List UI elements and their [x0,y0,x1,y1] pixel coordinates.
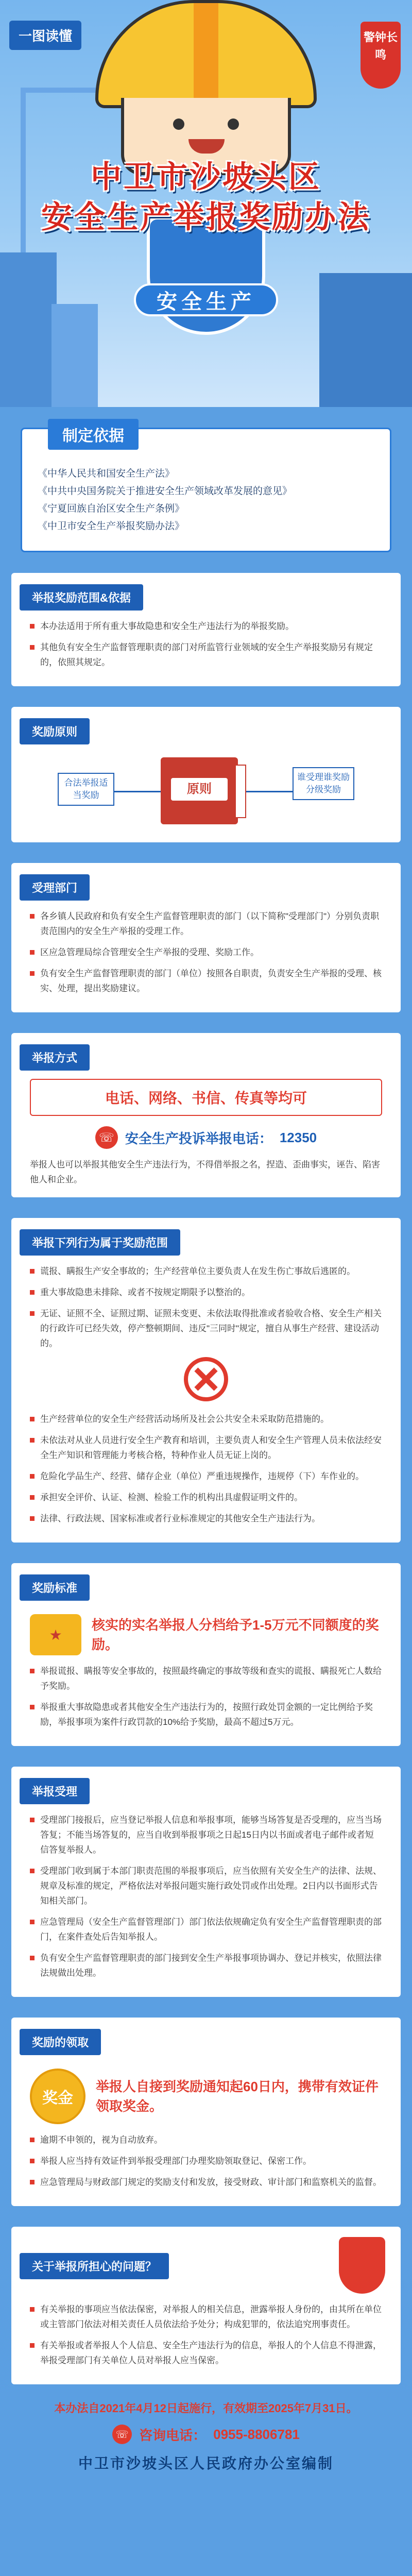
hotline-label: 安全生产投诉举报电话： [125,1130,272,1146]
page-subtitle: 安全生产 [134,283,278,316]
hero-banner [0,0,412,407]
reward-highlight [30,1609,382,1664]
basis-title: 制定依据 [48,419,139,450]
section-title: 奖励的领取 [20,2029,101,2055]
list-item: 生产经营单位的安全生产经营活动场所及社会公共安全未采取防范措施的。 [30,1412,382,1427]
basis-item: 《中卫市安全生产举报奖励办法》 [38,521,185,532]
basis-item: 《中华人民共和国安全生产法》 [38,468,175,479]
building-decoration [0,252,57,407]
basis-card [21,428,391,552]
basis-item: 《宁夏回族自治区安全生产条例》 [38,503,185,514]
section-title: 奖励标准 [20,1574,90,1601]
section-scope [11,573,401,686]
list-item: 重大事故隐患未排除、或者不按规定期限予以整治的。 [30,1285,382,1300]
building-decoration [52,304,98,407]
section-process [11,1767,401,1997]
building-decoration [319,273,412,407]
list-item: 负有安全生产监督管理职责的部门（单位）按照各自职责，负责安全生产举报的受理、核实、处理，提出奖励建议。 [30,966,382,996]
section-title: 受理部门 [20,874,90,901]
list-item: 逾期不申领的，视为自动放弃。 [30,2132,382,2147]
list-item: 区应急管理局综合管理安全生产举报的受理、奖励工作。 [30,945,382,960]
method-note: 举报人也可以举报其他安全生产违法行为，不得借举报之名，捏造、歪曲事实，诬告、陷害他人和企业。 [30,1160,380,1184]
section-title: 举报方式 [20,1044,90,1071]
principle-right-box: 谁受理谁奖励分级奖励 [293,767,354,800]
claim-text: 举报人自接到奖励通知起60日内，携带有效证件领取奖金。 [96,2079,379,2114]
arrow-connector [246,791,293,792]
crane-arm-decoration [21,88,103,93]
basis-item: 《中共中央国务院关于推进安全生产领域改革发展的意见》 [38,486,293,497]
contact-row [0,2425,412,2444]
section-title: 关于举报所担心的问题？ [20,2253,169,2279]
page-title: 中卫市沙坡头区 安全生产举报奖励办法 [41,160,371,234]
section-cases [11,1218,401,1543]
shield-icon [339,2237,385,2294]
phone-icon: ☏ [112,2425,132,2444]
warning-badge: 警钟长鸣 [360,22,401,89]
section-title: 举报奖励范围&依据 [20,584,143,611]
phone-icon: ☏ [95,1126,118,1149]
principle-center-label: 原则 [171,778,228,801]
contact-number: 0955-8806781 [213,2426,300,2442]
section-title: 举报下列行为属于奖励范围 [20,1229,180,1256]
list-item: 其他负有安全生产监督管理职责的部门对所监管行业领域的安全生产举报奖励另有规定的，依照其规定。 [30,640,382,670]
list-item: 应急管理局（安全生产监督管理部门）部门依法依规确定负有安全生产监督管理职责的部门，在案件查处后告知举报人。 [30,1914,382,1944]
claim-highlight [30,2063,382,2132]
list-item: 举报谎报、瞒报等安全事故的，按照最终确定的事故等级和查实的谎报、瞒报死亡人数给予奖励。 [30,1664,382,1693]
list-item: 未依法对从业人员进行安全生产教育和培训，主要负责人和安全生产管理人员未依法经安全生产知识和管理能力考核合格，特种作业人员无证上岗的。 [30,1433,382,1463]
reward-text: 核实的实名举报人分档给予1-5万元不同额度的奖励。 [92,1617,379,1652]
forbidden-icon [184,1357,228,1401]
list-item: 举报人应当持有效证件到举报受理部门办理奖励领取登记、保密工作。 [30,2154,382,2168]
list-item: 受理部门接报后，应当登记举报人信息和举报事项，能够当场答复是否受理的，应当当场答复；不能当场答复的，应当自收到举报事项之日起15日内以书面或者电子邮件或者短信答复举报人。 [30,1812,382,1857]
list-item: 举报重大事故隐患或者其他安全生产违法行为的，按照行政处罚金额的一定比例给予奖励，举报事项为案件行政罚款的10%给予奖励，最高不超过5万元。 [30,1700,382,1730]
contact-label: 咨询电话： [139,2427,207,2443]
arrow-connector [114,791,161,792]
list-item: 无证、证照不全、证照过期、证照未变更、未依法取得批准或者验收合格、安全生产相关的行政许可已经失效，停产整顿期间、违反"三同时"规定，擅自从事生产经营、建设活动的。 [30,1306,382,1351]
effective-date: 本办法自2021年4月12日起施行，有效期至2025年7月31日。 [54,2402,358,2415]
channels-text: 电话、网络、书信、传真等均可 [105,1090,307,1106]
section-privacy [11,2227,401,2384]
channels-band [30,1079,382,1116]
hotline-row [30,1126,382,1149]
read-tag: 一图读懂 [9,21,81,50]
section-title: 举报受理 [20,1778,90,1804]
section-title: 奖励原则 [20,718,90,744]
list-item: 有关举报或者举报人个人信息、安全生产违法行为的信息，举报人的个人信息不得泄露，举报受理部门有关单位人员对举报人应当保密。 [30,2338,382,2368]
hotline-number: 12350 [279,1129,317,1145]
list-item: 各乡镇人民政府和负有安全生产监督管理职责的部门（以下简称"受理部门"）分别负责职责范围内的安全生产举报的受理工作。 [30,909,382,939]
list-item: 有关举报的事项应当依法保密，对举报人的相关信息，泄露举报人身份的，由其所在单位或主管部门依法对相关责任人员依法给予处分；构成犯罪的，依法追究刑事责任。 [30,2302,382,2332]
medal-icon: ★ [30,1614,81,1655]
principle-diagram [11,744,401,842]
section-department [11,863,401,1012]
section-standard [11,1563,401,1746]
book-icon [161,757,238,824]
list-item: 承担安全评价、认证、检测、检验工作的机构出具虚假证明文件的。 [30,1490,382,1505]
principle-left-box: 合法举报适当奖励 [58,773,114,806]
list-item: 谎报、瞒报生产安全事故的；生产经营单位主要负责人在发生伤亡事故后逃匿的。 [30,1264,382,1279]
section-principle [11,707,401,842]
list-item: 应急管理局与财政部门规定的奖励支付和发放，接受财政、审计部门和监察机关的监督。 [30,2175,382,2190]
list-item: 受理部门收到属于本部门职责范围的举报事项后，应当依照有关安全生产的法律、法规、规章及标准的规定，严格依法对举报问题实施行政处罚或作出处理。2日内以书面形式告知相关部门。 [30,1863,382,1908]
bonus-coin-icon: 奖金 [30,2069,85,2124]
list-item: 法律、行政法规、国家标准或者行业标准规定的其他安全生产违法行为。 [30,1511,382,1526]
list-item: 本办法适用于所有重大事故隐患和安全生产违法行为的举报奖励。 [30,619,382,634]
section-claim [11,2018,401,2206]
list-item: 负有安全生产监督管理职责的部门接到安全生产举报事项协调办、登记并核实，依照法律法规做出处理。 [30,1951,382,1980]
safety-helmet-icon [95,0,317,108]
section-method [11,1033,401,1197]
publisher: 中卫市沙坡头区人民政府办公室编制 [78,2455,334,2471]
list-item: 危险化学品生产、经营、储存企业（单位）严重违规操作，违规停（下）车作业的。 [30,1469,382,1484]
